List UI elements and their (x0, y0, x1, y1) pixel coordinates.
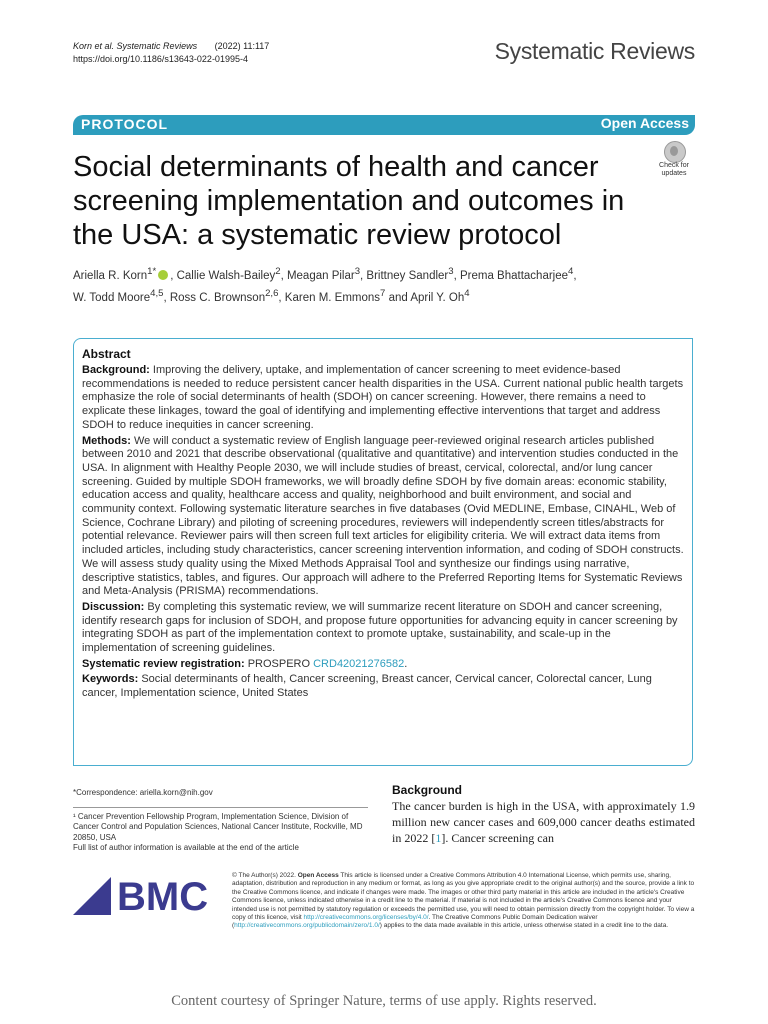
article-title: Social determinants of health and cancer screening implementation and outcomes in the USA: a systematic review protocol (73, 151, 625, 251)
license-part: This article is licensed under a Creative Commons Attribution 4.0 International License, which permits use, sharing, adaptation, distribution and reproduction in any medium or format, as long as you give appropriate credit to the original author(s) and the source, provide a link to the Creative Commons licence, and indicate if changes were made. The images or other third party material in this article are included in the article's Creative Commons licence, unless indicated otherwise in a credit line to the material. If material is not included in the article's Creative Commons licence and your intended use is not permitted by statutory regulation or exceeds the permitted use, you will need to obtain permission directly from the copyright holder. To view a copy of this licence, visit (232, 872, 695, 922)
author-name: , Meagan Pilar (280, 269, 355, 282)
check-updates-icon (664, 141, 686, 163)
abstract-keywords (82, 673, 684, 700)
body-paragraph (392, 798, 695, 846)
section-text: PROSPERO (247, 657, 311, 670)
bmc-logo (73, 870, 213, 915)
section-text: Social determinants of health, Cancer screening, Breast cancer, Cervical cancer, Colorectal cancer, Lung cancer, Implementation science, United States (82, 673, 652, 700)
license-part: © The Author(s) 2022. (232, 872, 298, 879)
license-text (232, 872, 698, 931)
orcid-icon[interactable] (158, 270, 168, 280)
license-part: . The Creative Commons Public Domain Dedication waiver ( (232, 914, 598, 930)
reference-link[interactable]: 1 (435, 831, 442, 845)
abstract-background (82, 364, 684, 433)
author-separator: , (573, 269, 577, 282)
author-name: , Prema Bhattacharjee (453, 269, 569, 282)
author-name: Ariella R. Korn (73, 269, 148, 282)
open-access-label: Open Access (600, 115, 689, 131)
author-affil-sup: 7 (380, 287, 386, 299)
section-text: We will conduct a systematic review of English language peer-reviewed original research articles published between 2010 and 2021 that describe observational (qualitative and quantitative) and intervention studies conducted in the USA. In alignment with Healthy People 2030, we will include studies of breast, cervical, colorectal, and/or lung cancer screening. Guided by multiple SDOH frameworks, we will broadly define SDOH by five domain areas: economic stability, education access and quality, healthcare access and quality, neighborhood and built environment, and social and community context. Following systematic literature searches in five databases (Ovid MEDLINE, Embase, CINAHL, Web of Science, Cochrane Library) and piloting of screening procedures, reviewers will independently screen titles/abstracts for potential relevance. Reviewer pairs will then screen full text articles for eligibility criteria. We will extract data items from included articles, including study characteristics, cancer screening intervention information, and coding of SDOH constructs. We will assess study quality using the Mixed Methods Appraisal Tool and synthesize our findings using narrative, descriptive statistics, tables, and figures. Our approach will adhere to the Preferred Reporting Items for Systematic Reviews and Meta-Analysis (PRISMA) recommendations. (82, 434, 684, 598)
abstract-heading: Abstract (82, 347, 131, 361)
author-affil-sup: 4,5 (150, 287, 164, 299)
journal-name: Systematic Reviews (494, 38, 695, 64)
affiliation: ¹ Cancer Prevention Fellowship Program, Implementation Science, Division of Cancer Control and Population Sciences, National Cancer Institute, Rockville, MD 20850, USA (73, 811, 363, 842)
section-label: Background: (82, 364, 150, 376)
check-updates-text: Check for updates (659, 162, 689, 177)
section-text: By completing this systematic review, we will summarize recent literature on SDOH and cancer screening, identify research gaps for inclusion of SDOH, and propose future opportunities for advancing equity in cancer screening by integrating SDOH as part of the implementation context to promote uptake, sustainability, and scale-up in the implementation of screening guidelines. (82, 600, 678, 655)
author-list (73, 263, 693, 307)
author-affil-sup: 1* (147, 266, 157, 277)
body-text: ]. Cancer screening can (441, 831, 554, 845)
abstract-methods (82, 435, 684, 599)
author-affil-sup: 4 (464, 287, 470, 299)
abstract-box (73, 338, 693, 766)
citation-volume: (2022) 11:117 (214, 41, 270, 51)
body-section-heading: Background (392, 783, 463, 797)
section-label: Discussion: (82, 600, 145, 613)
section-text: . (404, 657, 408, 670)
citation-journal: Systematic Reviews (116, 41, 198, 51)
doi-link[interactable]: https://doi.org/10.1186/s13643-022-01995-4 (73, 54, 248, 64)
footnote-divider (73, 807, 368, 808)
author-name: W. Todd Moore (73, 291, 151, 304)
more-author-info: Full list of author information is available at the end of the article (73, 843, 299, 852)
license-open-access: Open Access (297, 872, 339, 879)
author-name: , Brittney Sandler (360, 269, 449, 282)
author-affil-sup: 2 (275, 266, 281, 277)
bmc-logo-mark (73, 877, 111, 915)
author-name: , Callie Walsh-Bailey (170, 269, 276, 282)
body-text: The cancer burden is high in the USA, with approximately 1.9 million new cancer cases and 609,000 cancer deaths estimated in 2022 [ (392, 799, 695, 845)
registration-link[interactable]: CRD42021276582 (313, 657, 405, 670)
bmc-logo-text: BMC (117, 875, 209, 915)
author-name: , Ross C. Brownson (163, 291, 266, 304)
author-affil-sup: 3 (354, 266, 361, 277)
section-label: Keywords: (82, 673, 139, 686)
license-part: ) applies to the data made available in this article, unless otherwise stated in a credit line to the data. (379, 922, 669, 930)
author-affil-sup: 4 (568, 266, 574, 277)
abstract-discussion (82, 601, 684, 656)
license-link[interactable]: http://creativecommons.org/licenses/by/4.0/ (303, 914, 429, 922)
author-affil-sup: 2,6 (265, 287, 279, 299)
running-header (73, 40, 269, 66)
section-label: Systematic review registration: (82, 657, 245, 670)
footnotes (73, 788, 373, 854)
public-domain-link[interactable]: http://creativecommons.org/publicdomain/zero/1.0/ (234, 922, 380, 930)
citation-authors: Korn et al. (73, 41, 115, 51)
page-footer: Content courtesy of Springer Nature, terms of use apply. Rights reserved. (171, 993, 597, 1009)
section-text: Improving the delivery, uptake, and implementation of cancer screening to meet evidence-based recommendations is needed to reduce persistent cancer health disparities in the USA. Current national public health targets emphasize the role of social determinants of health (SDOH) on cancer screening. However, there remains a need to explicate these linkages, toward the goal of identifying and implementing effective interventions that target and address SDOH to reduce inequities in cancer screening. (82, 364, 684, 431)
check-for-updates-badge[interactable] (652, 141, 696, 179)
correspondence: *Correspondence: ariella.korn@nih.gov (73, 788, 213, 797)
article-type-label: PROTOCOL (81, 116, 169, 132)
abstract-registration (82, 658, 684, 672)
author-name: , Karen M. Emmons (278, 291, 381, 304)
article-type-banner (73, 115, 695, 135)
author-affil-sup: 3 (448, 266, 454, 277)
author-name: and April Y. Oh (385, 291, 465, 304)
section-label: Methods: (82, 434, 131, 447)
